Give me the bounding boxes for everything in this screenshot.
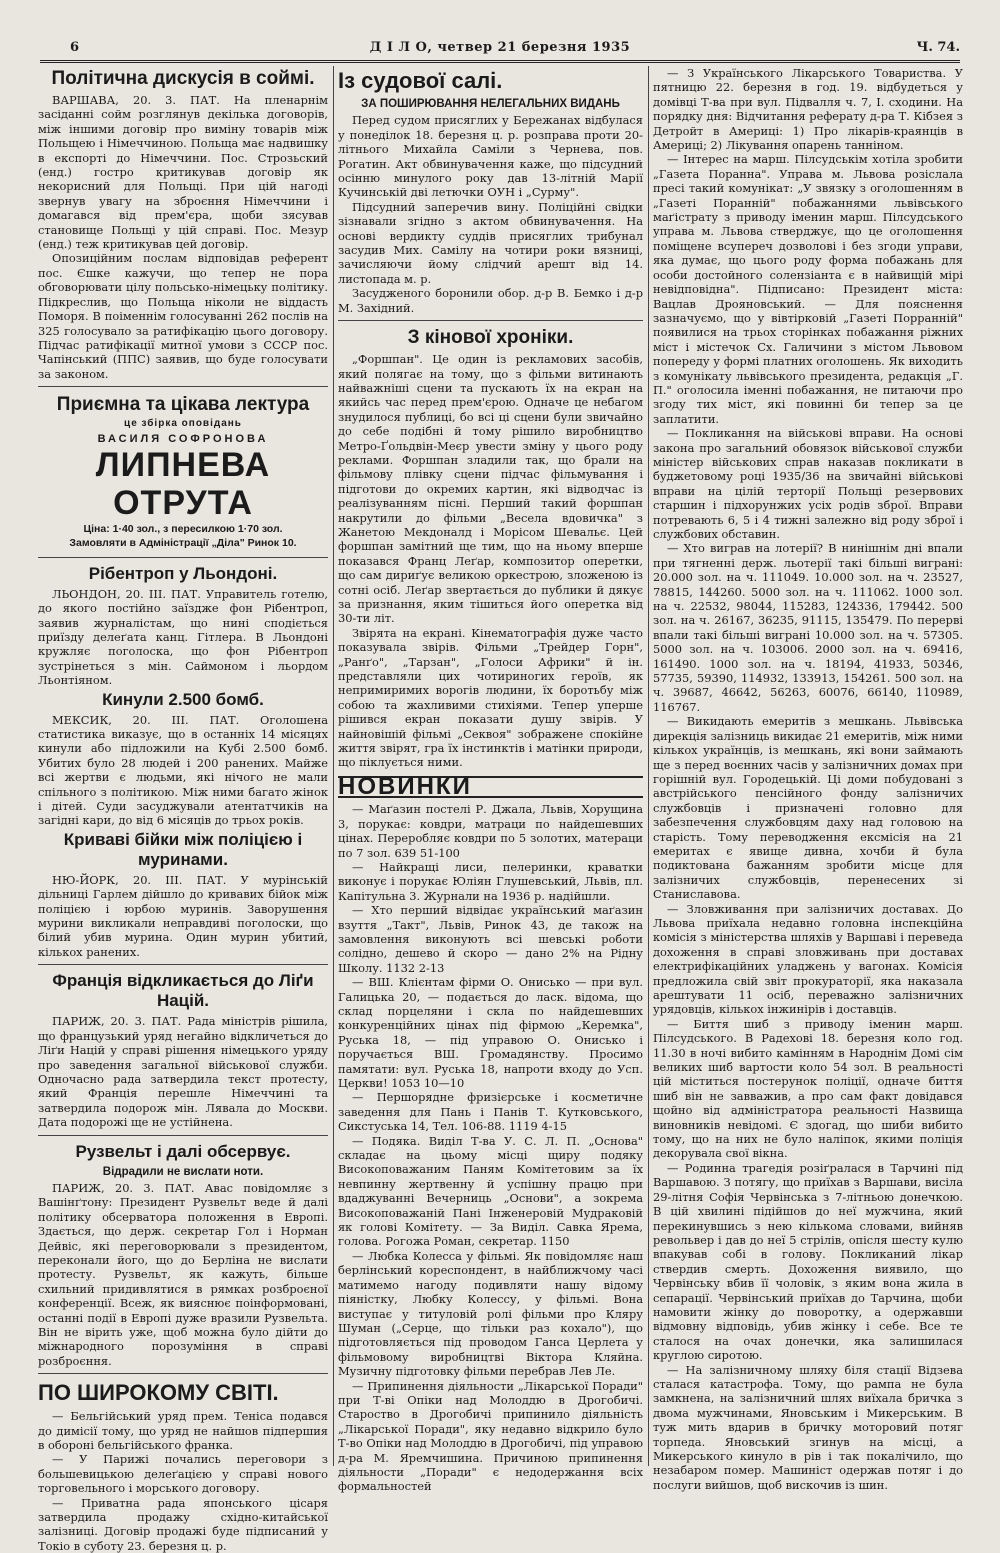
- book-advertisement: [38, 393, 328, 558]
- section-title-news: НОВИНКИ: [338, 776, 643, 798]
- column-left: [38, 66, 328, 1553]
- headline-wide-world: ПО ШИРОКОМУ СВІТІ.: [38, 1380, 279, 1406]
- article-paragraph: — Приватна рада японського цісаря затвердила продажу східно-китайської залізниці. Договір продажі буде підписаний у Токіо в суботу 23. березня ц. р.: [38, 1495, 328, 1553]
- news-item: — З Українського Лікарського Товариства. У пятницю 22. березня в год. 19. відбудеться у домівці Т-ва при вул. Підвалля ч. 7, I. сходини. На порядку дня: Відчитання реферату д-ра Т. Кібзея з Детройт в Америці: 1) Про лікарів-краянців в Америці; 2) Лікування опарень танніном.: [653, 66, 963, 153]
- headline-france-league: Франція відкликається до Ліґи Націй.: [52, 971, 314, 1011]
- column-middle: [338, 66, 644, 1494]
- divider: [38, 1135, 328, 1136]
- article-paragraph: — У Парижі почались переговори з большевицькою делеґацією у справі нового торговельного і морського договору.: [38, 1452, 328, 1496]
- page-number: 6: [70, 40, 80, 55]
- column-right: [653, 66, 963, 1492]
- ad-subline: це збірка оповідань: [124, 418, 242, 430]
- news-item: — Першорядне фризієрське і косметичне заведення для Пань і Панів Т. Кутковського, Сикстуська 14, Тел. 106-88. 1119 4-15: [338, 1090, 643, 1134]
- divider: [338, 320, 643, 321]
- headline-harlem-fights: Криваві бійки між поліцією і муринами.: [63, 829, 303, 869]
- article-paragraph: Засудженого боронили обор. д-р В. Бемко і д-р М. Західний.: [338, 286, 643, 315]
- subheadline: ЗА ПОШИРЮВАННЯ НЕЛЕГАЛЬНИХ ВИДАНЬ: [361, 98, 620, 110]
- news-item: — Хто виграв на лотерії? В нинішнім дні впали при тягненні держ. льотерії такі більші виграні: 20.000 зол. на ч. 111049. 10.000 зол. на ч. 23527, 78815, 144260. 5000 зол. на ч. 111062. 1000 зол. на ч. 22532, 98044, 115283, 124336, 179442. 500 зол. на ч. 26167, 36235, 91115, 135479. По перерві впали такі більші виграні 10.000 зол. на ч. 57305. 5000 зол. на ч. 103006. 2000 зол. на ч. 69416, 161490. 1000 зол. на ч. 18194, 41933, 50346, 57735, 59390, 114932, 133913, 154261. 500 зол. на ч. 39687, 46642, 56263, 60076, 66140, 110989, 116767.: [653, 541, 963, 714]
- article-paragraph: — Бельгійський уряд прем. Теніса подався до димісії тому, що уряд не найшов підпершия в обороні бельгійського франка.: [38, 1409, 328, 1453]
- article-paragraph: Перед судом присяглих у Бережанах відбулася у понеділок 18. березня ц. р. розправа проти 20-літнього Михайла Саміли з Чернева, пов. Рогатин. Акт обвинувачення каже, що підсудний осінню минулого року дав 13-літній Марії Кучинській дві летючки ОУН і „Сурму".: [338, 113, 643, 200]
- article-paragraph: Підсудний заперечив вину. Поліційні свідки зізнавали згідно з актом обвинувачення. На основі вердикту суддів присяглих трибунал засудив Мих. Самілу на чотири роки вязниці, зачисляючи йому слідчий арешт від 14. листопада м. р.: [338, 199, 643, 286]
- news-item: — Родинна трагедія розіґралася в Тарчині під Варшавою. З потягу, що приїхав з Варшави, висіла 29-літня Софія Червінська з 7-літньою донечкою. В цій хвилині підійшов до неї мужчина, який перекинувшись з нею кількома словами, вийняв револьвер і дав до неї 5 стрілів, опісля шесту кулю впакував собі в голову. Покликаний лікар ствердив смерть. Дохоження виявило, що Червінську вбив її чоловік, з яким вона жила в сепарації. Червінський приїхав до Тарчина, щоби намовити жінку до поворотку, а одержавши відмовну відповідь, убив жінку і себе. Все те сталося на очах донечки, яка залишилася круглою сиротою.: [653, 1160, 963, 1363]
- headline-ribbentrop: Рібентроп у Льондоні.: [88, 563, 278, 583]
- article-paragraph: Звірята на екрані. Кінематографія дуже часто показувала звірів. Фільми „Трейдер Горн", „Ранґо", „Тарзан", „Голоси Африки" й ін. представляли цих чотириногих героїв, як непримиримих ворогів людини, їх боротьбу між собою та жахливими стихіями. Тепер уперше рішився екран показати душу звірів. У найновішій фільмі „Секвоя" зображене спокійне життя звірят, гра їх інстинктів і матінки природи, що піклується ними.: [338, 625, 643, 770]
- news-item: — Хто перший відвідає український маґазин взуття „Такт", Львів, Ринок 43, де також на замовлення виконують всі шевські роботи солідно, дешево й скоро — дано 2% на Рідну Школу. 1132 2-13: [338, 903, 643, 975]
- ad-price: Ціна: 1·40 зол., з пересилкою 1·70 зол.: [83, 522, 283, 535]
- subheadline: Відрадили не вислати ноти.: [102, 1165, 264, 1178]
- news-item: — Викидають емеритів з мешкань. Львівська дирекція залізниць викидає 21 емеритів, між ними кількох українців, із мешкань, які вони займають ще з перед воєнних часів у залізничних домах при горішній вул. Городецькій. Ці доми побудовані з австрійського пенсійного фонду залізничих службовців і призначені головно для забезпечення службовцям даху над головою на старість. Тому переводження ексмісія на 21 емеритах є явище дивна, хочби й була подиктована бажанням зробити місце для залізничих службовців, перенесених зі Станиславова.: [653, 714, 963, 902]
- article-paragraph: ПАРИЖ, 20. 3. ПАТ. Рада міністрів рішила, що французький уряд негайно відкличеться до Ліґи Націй у справі рішення німецького уряду про заведення загальної військової служби. Одночасно рада затвердила текст протесту, який Франція перешле Німеччині та затвердила подорож мін. Лявала до Москви. Дата подорожі ще не устійнена.: [38, 1014, 328, 1130]
- divider: [38, 386, 328, 387]
- headline-cinema-chronicle: З кінової хроніки.: [407, 327, 574, 349]
- news-item: — Маґазин постелі Р. Джала, Львів, Хорущина 3, порукає: ковдри, матраци по найдешевших цінах. Переробляє ковдри по 5 золотих, матераци по 7 зол. 639 51-100: [338, 802, 643, 860]
- article-paragraph: ЛЬОНДОН, 20. III. ПАТ. Управитель готелю, до якого постійно заїздже фон Рібентроп, заявив журналістам, що нині сподіється приїзду делеґата канц. Гітлера. В Льондоні кружляє поголоска, що фон Рібентроп зустрінеться з мін. Саймоном і льордом Льонтіяном.: [38, 586, 328, 688]
- ad-author: ВАСИЛЯ СОФРОНОВА: [97, 432, 269, 445]
- headline-sejm-debate: Політична дискусія в соймі.: [51, 68, 315, 89]
- article-paragraph: „Форшпан". Це один із рекламових засобів, який полягає на тому, що з фільми витинають найважніші сцени та пускають їх на екран на якийсь час перед прем'єрою. Одначе це небагом знудилося публиці, бо всі ці сцени були звичайно до себе подібні й тому рішило виробництво Метро-Ґольдвін-Меєр увести зміну у цього роду реклами. Форшпан зладили так, що брали на фільмову плівку сцени підчас фільмування і підготови до окремих картин, які відводчас із реалізуванням пісні. Перший такий форшпан накрутили до фільми „Весела вдовичка" з Жанетою Мекдоналд і Морісом Шевальє. Цей форшпан замітний ще тим, що на ньому вперше показався Франц Леґар, композитор оперетки, що сам дириґує великою оркестрою, зложеною із сотні осіб. Леґар звертається до публики й дякує за признання, яким тішиться його оперетка від 30-ти літ.: [338, 352, 643, 626]
- article-paragraph: ВАРШАВА, 20. 3. ПАТ. На пленарнім засіданні сойм розглянув декілька договорів, між іншими договір про виміну товарів між Польщею і Німеччиною. Польща має надвишку в експорті до Німеччини. Пос. Строзьский (енд.) гостро критикував договір як некорисний для Польщі. При цій нагоді звернув увагу на зброєння Німеччини і домагався від прем'єра, щоби зясував становище Польщі у цій справі. Пос. Мезур (енд.) теж критикував цей договір.: [38, 93, 328, 252]
- news-item: — Покликання на військові вправи. На основі закона про загальний обовязок військової служби міністер військових справ наказав покликати в буджетовому році 1935/36 на звичайні військові вправи на цілій терторії Польщі резервових старшин і підхорунжих усіх родів зброї. Вправи потревають 6, 5 і 4 тижні залежно від роду зброї і службових обставин.: [653, 426, 963, 541]
- news-item: — ВШ. Клієнтам фірми О. Онисько — при вул. Галицька 20, — подається до ласк. відома, що склад порцеляни і скла по найдешевших конкуренційних цінах під фірмою „Керемка", Руська 18, — під управою О. Онисько і поручається ВШ. Громадянству. Просимо памятати: вул. Руська 18, напроти входу до Усп. Церкви! 1053 10—10: [338, 975, 643, 1090]
- article-paragraph: МЕКСИК, 20. III. ПАТ. Оголошена статистика виказує, що в останніх 14 місяцях кинули або підложили на Кубі 2.500 бомб. Убитих було 28 людей і 200 ранених. Майже всі жертви є людьми, які нічого не мали спільного з політикою. Між ними багато жінок і дітей. Суди засуджували атентатчиків на загідні кари, до від 6 місяців до трьох років.: [38, 712, 328, 828]
- news-item: — Биття шиб з приводу іменин марш. Пілсудського. В Радехові 18. березня коло год. 11.30 в ночі вибито камінням в Народнім Домі сім великих шиб вартости коло 54 зол. В реальності цій міститься постерунок поліції, одначе биття шиб він не завважив, а про сам факт довідався щойно від адміністратора реальності Назвища виновників невідомі. Є здогад, що шиби вибито тому, що на них не було наліпок, якими поліція декорувала свої вікна.: [653, 1016, 963, 1161]
- headline-roosevelt: Рузвельт і далі обсервує.: [75, 1141, 291, 1161]
- article-paragraph: НЮ-ЙОРК, 20. III. ПАТ. У мурінській дільниці Гарлем дійшло до кривавих бійок між поліцією і юрбою муринів. Заворушення мурини викликали неправдиві поголоски, що білий убив мурина. Один мурин убитий, кількох ранених.: [38, 872, 328, 959]
- column-rule: [648, 66, 649, 1466]
- news-item: — Зловживання при залізничих доставах. До Львова приїхала недавно головна інспекційна комісія з міністерства шляхів у Варшаві і переведа дохоження в справі зловживань при доставах електрифікаційних уладжень у вагонах. Комісія предложила свій звіт прокураторії, яка наказала арештувати 11 осіб, переважно залізничних урядовців, кількох інжинірів і доставців.: [653, 901, 963, 1017]
- headline-bombs: Кинули 2.500 бомб.: [102, 689, 264, 709]
- news-item: — Інтерес на марш. Пілсудськім хотіла зробити „Газета Поранна". Управа м. Львова розіслала пресі такий комунікат: „У звязку з оголошенням в „Газеті Поранній" побажаннями львівського маґістрату з приводу іменин марш. Пілсудського управа м. Львова стверджує, що це оголошення поміщене всупереч дозволові і без згоди управи, яка думає, що цього роду форма побажань для особи достойного солензіанта є в найвищій мірі невідповідна". Підписано: Президент міста: Вацлав Дрояновський. — Для пояснення зазначуємо, що у вівтірковій „Газеті Порранній" появилися на трьох сторінках побажання ріжних міст і містечок Сх. Галичини з містом Львовом попереду у формі платних оголошень. Як виходить з комунікату львівського президента, редакція „Г. П." оголосила іменні побажання, не питаючи про згоду тих міст, які повинні би тепер за це заплатити.: [653, 152, 963, 426]
- ad-book-title: ЛИПНЕВА ОТРУТА: [95, 445, 271, 522]
- headline-court-hall: Із судової салі.: [338, 68, 503, 93]
- column-rule: [333, 66, 334, 1466]
- article-paragraph: Опозиційним послам відповідав референт пос. Єшке кажучи, що тепер не пора обговорювати цілу польсько-німецьку політику. Підкреслив, що Польща ніколи не віддасть Поморя. В поіменнім голосуванні 262 послів на 325 голосувало за ратифікацію цього договору. Підчас ратифікації митної умови з СССР пос. Чапінський (ППС) заявив, що буде голосувати за законом.: [38, 251, 328, 381]
- article-paragraph: ПАРИЖ, 20. 3. ПАТ. Авас повідомляє з Вашінґтону: Президент Рузвельт веде й далі політику обсерватора положення в Европі. Здається, що держ. секретар Гол і Норман Дейвіс, які переговорювали з президентом, переконали його, що до Берліна не вислати протесту. Рузвельт, як кажуть, більше схильний придивлятися в рямках розброєної конференції. Всеж, як вияснює поінформовані, останні події в Европі дуже вразили Рузвельта. Він не вірить уже, щоб можна було дійти до міжнародного порозуміння в справі розброєння.: [38, 1180, 328, 1368]
- masthead-line: Д І Л О, четвер 21 березня 1935: [369, 40, 631, 55]
- news-item: — Найкращі лиси, пелеринки, краватки виконує і порукає Юліян Глушевський, Львів, пл. Капітульна 3. Журнали на 1936 р. надійшли.: [338, 859, 643, 903]
- news-item: — Припинення діяльности „Лікарської Поради" при Т-ві Опіки над Молоддю в Дрогобичі. Староство в Дрогобичі припинило діяльність „Лікарської Поради", яку недавно відкрило було Т-во Опіки над Молоддю в Дрогобичі, під управою д-ра М. Яремчишина. Причиною припинення діяльности „Поради" є недодержання всіх формальностей: [338, 1378, 644, 1494]
- divider: [38, 1373, 328, 1374]
- news-item: — Любка Колесса у фільмі. Як повідомляє наш берлінський кореспондент, в найближчому часі матимемо нагоду подивляти нашу відому піяністку, Любку Колессу, у фільмі. Вона виступає у титуловій ролі фільми про Кляру Шуман („Серце, що тільки раз кохало"), що підготовляється під проводом Ганса Церлета у фільмовому виробництві Віктора Кляйна. Музичну підготовку фільми перебрав Лев Ле.: [338, 1248, 643, 1379]
- ad-headline: Приємна та цікава лектура: [56, 394, 310, 416]
- issue-number: Ч. 74.: [916, 40, 960, 55]
- ad-order-info: Замовляти в Адміністрації „Діла" Ринок 10.: [69, 537, 297, 550]
- running-head: [40, 40, 960, 63]
- divider: [38, 964, 328, 965]
- news-item: — На залізничному шляху біля стації Відзева сталася катастрофа. Тому, що рампа не була замкнена, на залізничний шлях виїхала бричка з двома мужчинами, Яновським і Микерським. В туж мить вдарив в бричку моторовий потяг торпеда. Яновський згинув на місці, а Микерського кинуло в рів і так покалічило, що незабаром помер. Машиніст одержав потяг і до послуги вийшов, щоб вискочив із шин.: [653, 1362, 963, 1492]
- news-item: — Подяка. Виділ Т-ва У. С. Л. П. „Основа" складає на цьому місці щиру подяку Високоповажаним Паням Комітетовим за їх невпинну жертвенну й успішну працю при вдаджуванні Вечерниць „Основи", а зокрема Високоповажаній Пані Інженеровій Мудраковій як голові Комітету. — За Виділ. Савка Ярема, голова. Рогожа Роман, секретар. 1150: [338, 1133, 643, 1249]
